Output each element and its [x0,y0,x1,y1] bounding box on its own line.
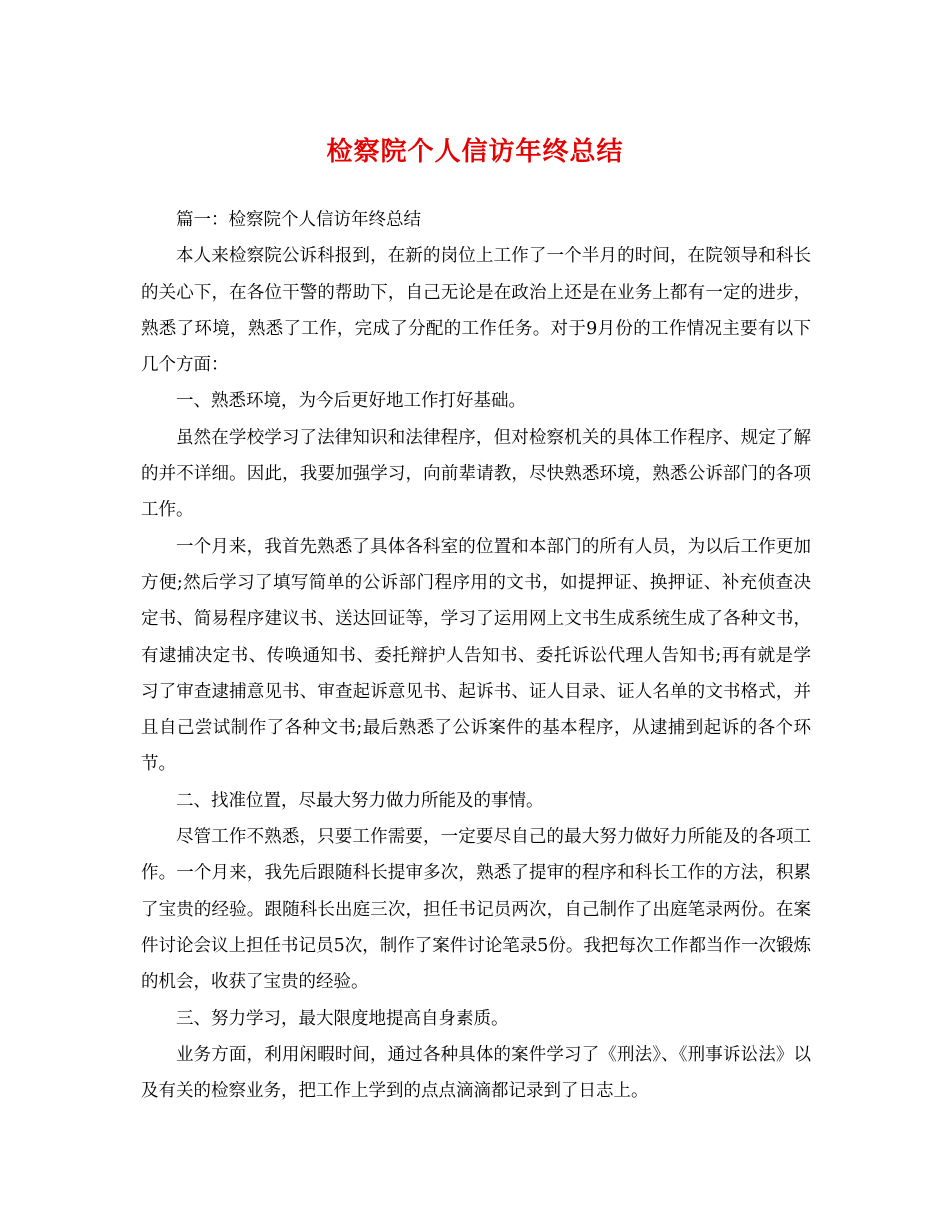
paragraph: 尽管工作不熟悉，只要工作需要，一定要尽自己的最大努力做好力所能及的各项工作。一个月来，我先后跟随科长提审多次，熟悉了提审的程序和科长工作的方法，积累了宝贵的经验。跟随科长出庭三次，担任书记员两次，自己制作了出庭笔录两份。在案件讨论会议上担任书记员5次，制作了案件讨论笔录5份。我把每次工作都当作一次锻炼的机会，收获了宝贵的经验。 [141,827,811,993]
paragraph: 一个月来，我首先熟悉了具体各科室的位置和本部门的所有人员，为以后工作更加方便;然后学习了填写简单的公诉部门程序用的文书，如提押证、换押证、补充侦查决定书、简易程序建议书、送达回证等，学习了运用网上文书生成系统生成了各种文书，有逮捕决定书、传唤通知书、委托辩护人告知书、委托诉讼代理人告知书;再有就是学习了审查逮捕意见书、审查起诉意见书、起诉书、证人目录、证人名单的文书格式，并且自己尝试制作了各种文书;最后熟悉了公诉案件的基本程序，从逮捕到起诉的各个环节。 [141,536,811,775]
section-heading: 二、找准位置，尽最大努力做力所能及的事情。 [176,790,544,811]
section-heading: 篇一：检察院个人信访年终总结 [176,210,421,230]
section-heading: 一、熟悉环境，为今后更好地工作打好基础。 [176,391,526,412]
document-title: 检察院个人信访年终总结 [326,137,624,167]
section-heading: 三、努力学习，最大限度地提高自身素质。 [176,1008,509,1029]
document-body [141,202,811,1109]
paragraph: 业务方面，利用闲暇时间，通过各种具体的案件学习了《刑法》、《刑事诉讼法》以及有关的检察业务，把工作上学到的点点滴滴都记录到了日志上。 [141,1044,811,1102]
paragraph: 虽然在学校学习了法律知识和法律程序，但对检察机关的具体工作程序、规定了解的并不详细。因此，我要加强学习，向前辈请教，尽快熟悉环境，熟悉公诉部门的各项工作。 [141,427,811,521]
paragraph: 本人来检察院公诉科报到，在新的岗位上工作了一个半月的时间，在院领导和科长的关心下，在各位干警的帮助下，自己无论是在政治上还是在业务上都有一定的进步，熟悉了环境，熟悉了工作，完成了分配的工作任务。对于9月份的工作情况主要有以下几个方面： [141,246,811,376]
